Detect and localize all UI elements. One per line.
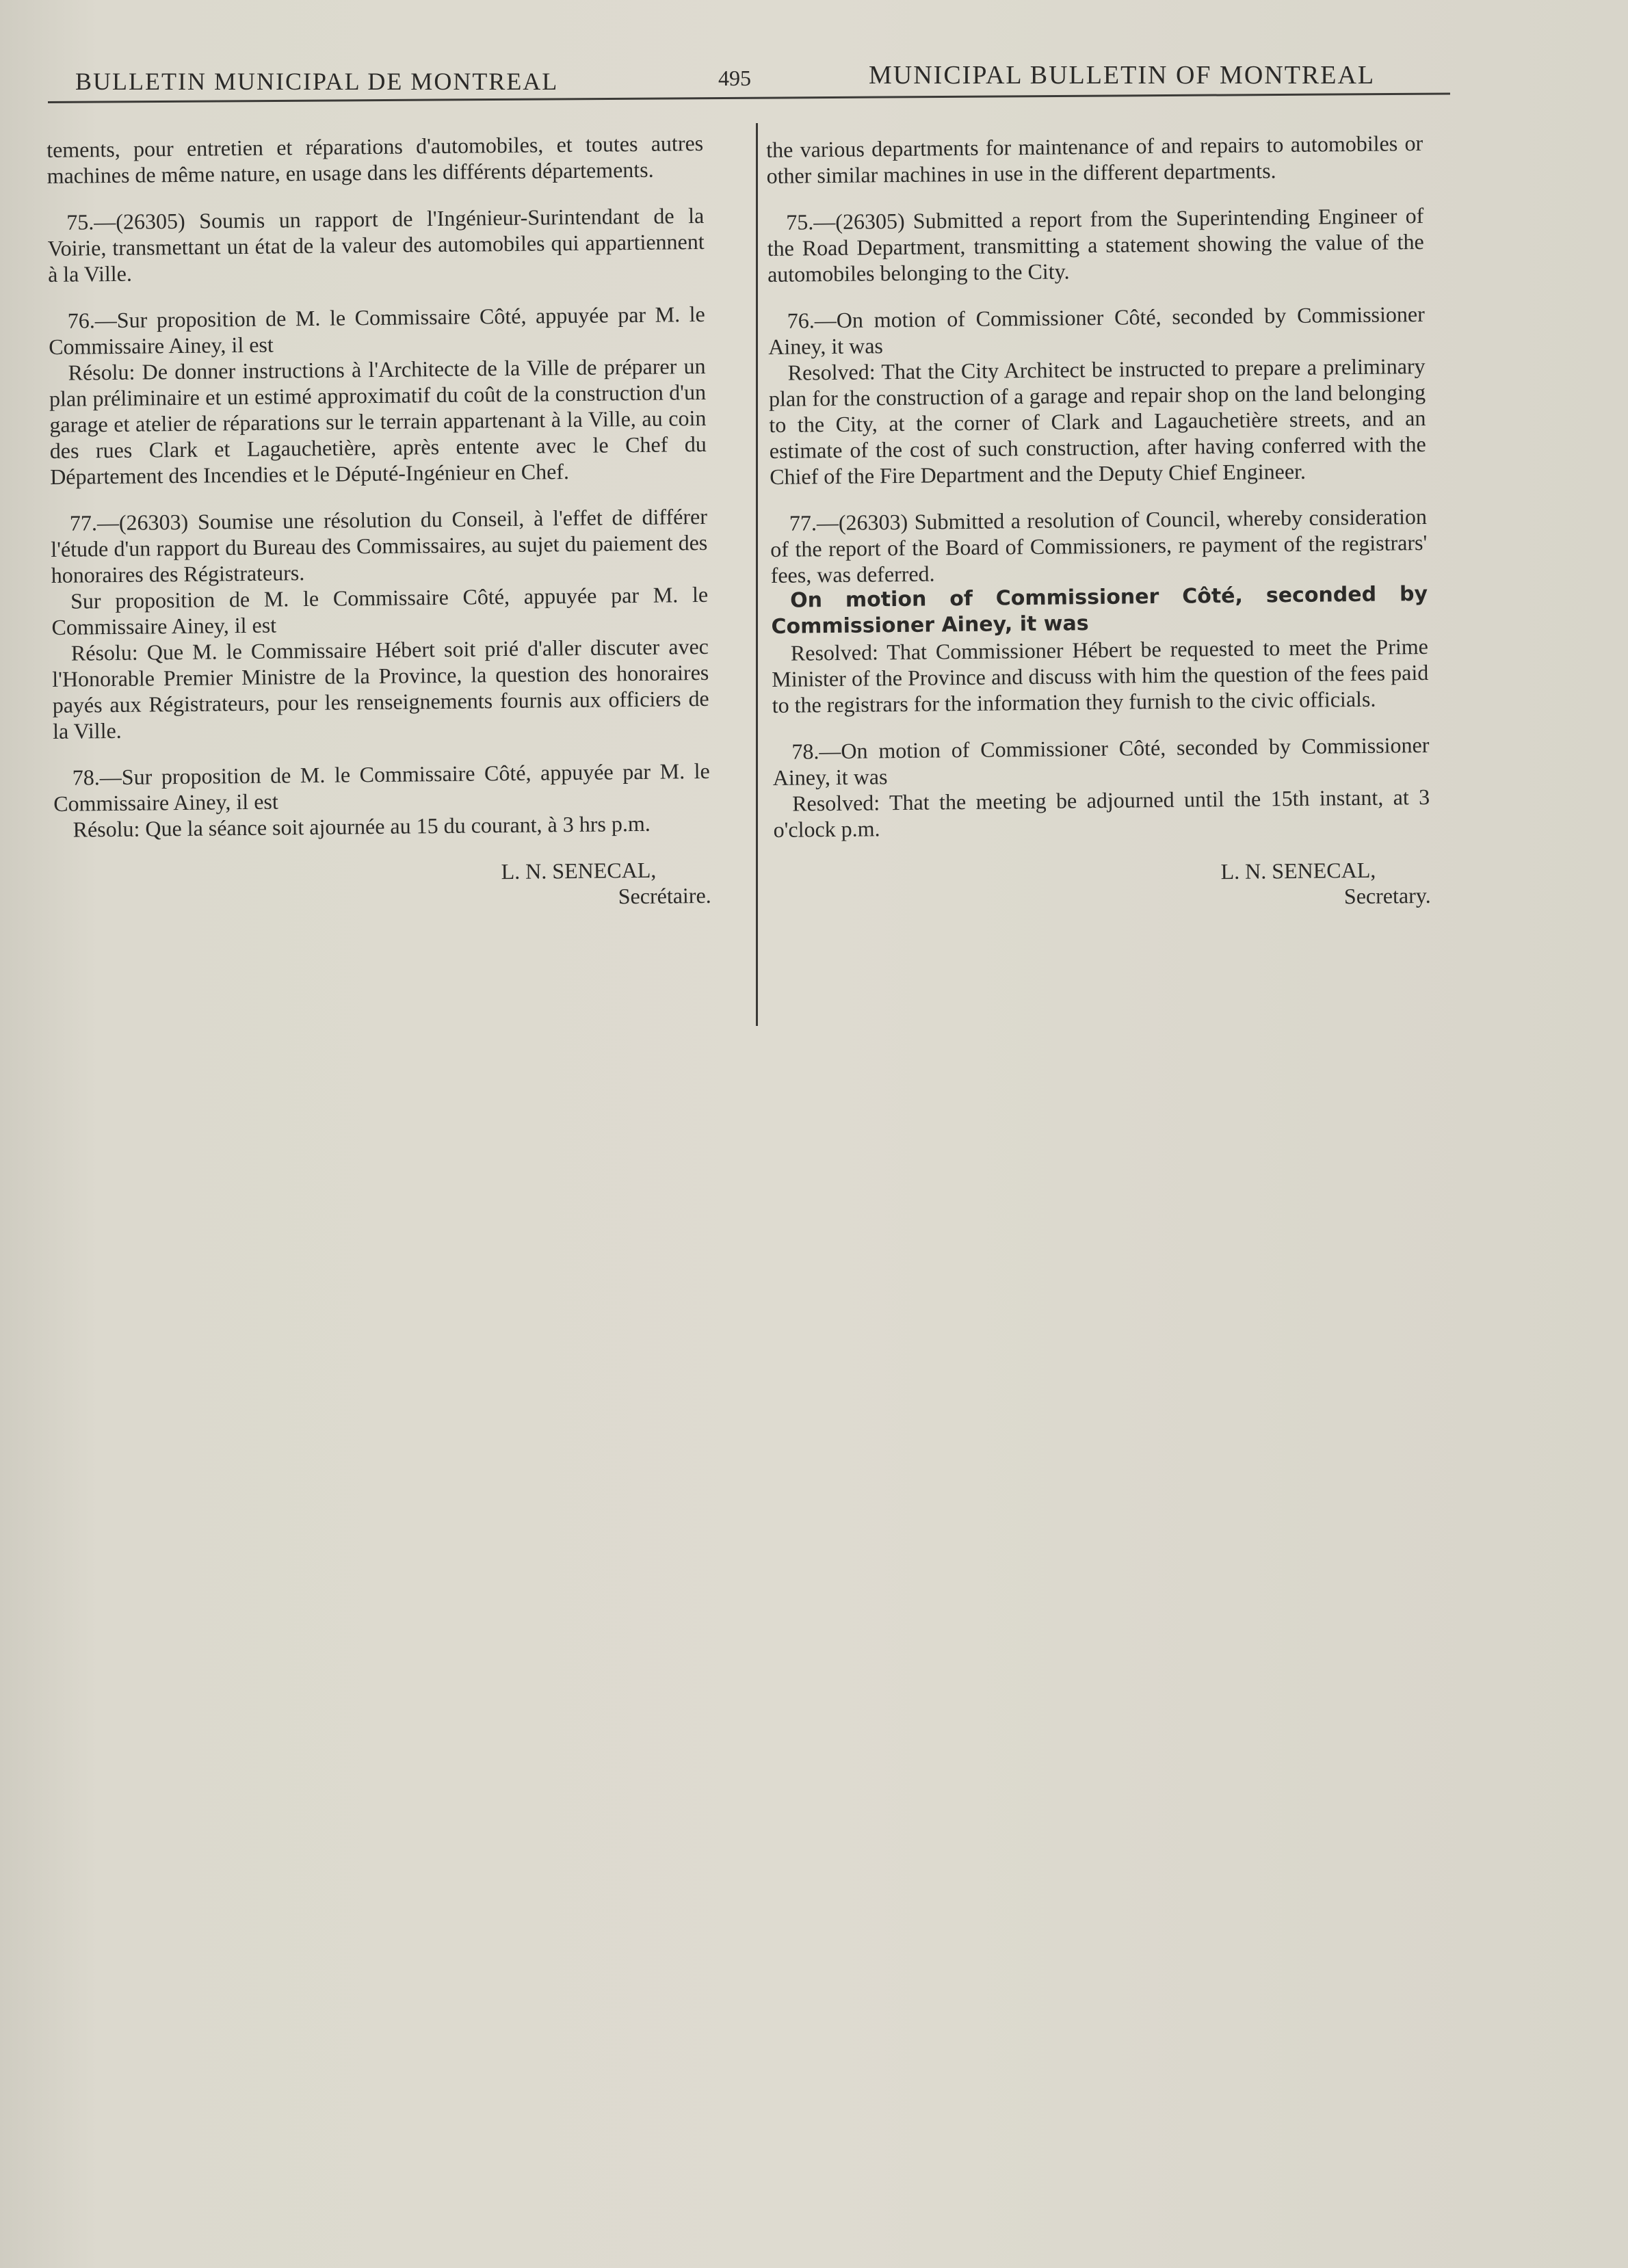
english-column	[766, 130, 1431, 915]
en-signature-role: Secretary.	[1343, 882, 1431, 909]
fr-item-77-motion: Sur proposition de M. le Commissaire Côté, appuyée par M. le Commissaire Ainey, il est	[51, 581, 709, 639]
french-column	[47, 130, 711, 915]
fr-item-76-motion: 76.—Sur proposition de M. le Commissaire Côté, appuyée par M. le Commissaire Ainey, il est	[49, 301, 705, 359]
page-number: 495	[718, 66, 751, 90]
fr-item-77-resolution: Résolu: Que M. le Commissaire Hébert soit prié d'aller discuter avec l'Honorable Premier Ministre de la Province, la question des honoraires payés aux Régistrateurs, pour les renseignements fournis aux officiers de la Ville.	[52, 633, 709, 743]
fr-paragraph-continuation: tements, pour entretien et réparations d'automobiles, et toutes autres machines de même nature, en usage dans les différents départements.	[47, 130, 704, 188]
en-paragraph-continuation: the various departments for maintenance of and repairs to automobiles or other similar machines in use in the different departments.	[766, 130, 1423, 188]
en-item-76-resolution: Resolved: That the City Architect be instructed to prepare a preliminary plan for the construction of a garage and repair shop on the land belonging to the City, at the corner of Clark and Lagauchetière streets, and an estimate of the cost of such construction, after having conferred with the Chief of the Fire Department and the Deputy Chief Engineer.	[768, 353, 1426, 489]
fr-item-78-motion: 78.—Sur proposition de M. le Commissaire Côté, appuyée par M. le Commissaire Ainey, il est	[53, 758, 710, 816]
header-english-title: MUNICIPAL BULLETIN OF MONTREAL	[869, 61, 1376, 90]
fr-signature-name: L. N. SENECAL,	[501, 857, 657, 884]
fr-item-75: 75.—(26305) Soumis un rapport de l'Ingénieur-Surintendant de la Voirie, transmettant un état de la valeur des automobiles qui appartiennent à la Ville.	[47, 202, 705, 287]
en-item-77-motion: On motion of Commissioner Côté, seconded by Commissioner Ainey, it was	[771, 581, 1428, 639]
fr-item-76-resolution: Résolu: De donner instructions à l'Architecte de la Ville de préparer un plan préliminaire et un estimé approximatif du coût de la construction d'un garage et atelier de réparations sur le terrain appartenant à la Ville, au coin des rues Clark et Lagauchetière, après entente avec le Chef du Département des Incendies et le Député-Ingénieur en Chef.	[49, 353, 707, 489]
fr-signature	[54, 856, 711, 915]
en-item-78-resolution: Resolved: That the meeting be adjourned until the 15th instant, at 3 o'clock p.m.	[773, 784, 1430, 842]
en-item-75: 75.—(26305) Submitted a report from the Superintending Engineer of the Road Department, transmitting a statement showing the value of the automobiles belonging to the City.	[767, 202, 1424, 287]
en-item-77-resolution: Resolved: That Commissioner Hébert be requested to meet the Prime Minister of the Province and discuss with him the question of the fees paid to the registrars for the information they furnish to the civic officials.	[772, 633, 1429, 717]
header-french-title: BULLETIN MUNICIPAL DE MONTREAL	[75, 68, 559, 95]
fr-signature-role: Secrétaire.	[618, 882, 711, 909]
fr-item-78-resolution: Résolu: Que la séance soit ajournée au 15 du courant, à 3 hrs p.m.	[73, 810, 651, 842]
en-signature	[774, 856, 1431, 915]
en-item-77: 77.—(26303) Submitted a resolution of Council, whereby consideration of the report of the Board of Commissioners, re payment of the registrars' fees, was deferred.	[770, 503, 1428, 588]
fr-item-77: 77.—(26303) Soumise une résolution du Conseil, à l'effet de différer l'étude d'un rapport du Bureau des Commissaires, au sujet du paiement des honoraires des Régistrateurs.	[51, 503, 708, 588]
en-item-78-motion: 78.—On motion of Commissioner Côté, seconded by Commissioner Ainey, it was	[772, 732, 1430, 790]
column-divider	[756, 123, 758, 1026]
en-item-76-motion: 76.—On motion of Commissioner Côté, seconded by Commissioner Ainey, it was	[768, 301, 1425, 359]
en-signature-name: L. N. SENECAL,	[1220, 857, 1376, 884]
